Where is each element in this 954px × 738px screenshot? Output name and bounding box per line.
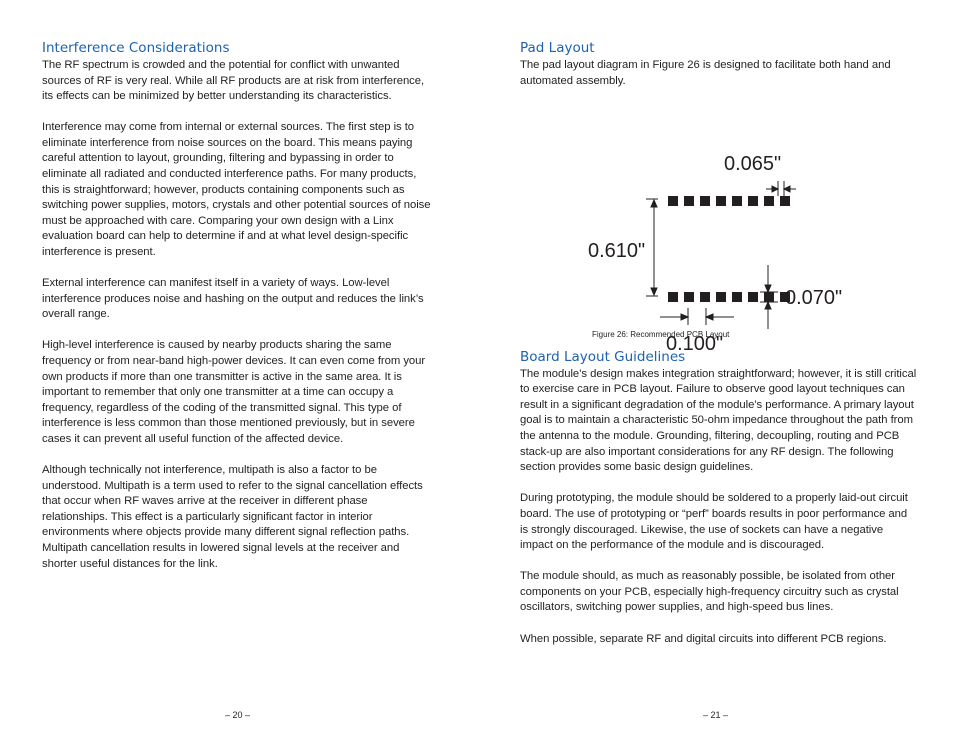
pad-top-8 (780, 196, 790, 206)
pad-bottom-5 (732, 292, 742, 302)
pad-top-3 (700, 196, 710, 206)
board-layout-paragraph-2: During prototyping, the module should be soldered to a properly laid-out circuit board. The use of prototyping or “perf” boards results in poor performance and is strongly discouraged. Likewise, the use of sockets can have a negative impact on the performance of the module and is discouraged. (520, 492, 908, 552)
interference-paragraph-4: High-level interference is caused by nearby products sharing the same frequency or from near-band high-power devices. It can even come from your own products if more than one transmitter is active in the same area. It is important to remember that only one transmitter at a time can occupy a frequency, regardless of the coding of the transmitted signal. This type of interference is less common than those mentioned previously, but in severe cases it can prevent all useful function of the affected device. (42, 339, 426, 445)
pad-bottom-6 (748, 292, 758, 302)
pad-top-4 (716, 196, 726, 206)
interference-paragraph-2: Interference may come from internal or external sources. The first step is to eliminate interference from noise sources on the board. This means paying careful attention to layout, grounding, filtering and bypassing in order to eliminate all radiated and conducted interference paths. For many products, this is straightforward; however, products containing components such as switching power supplies, motors, crystals and other potential sources of noise must be approached with care. Comparing your own design with a Linx evaluation board can help to determine if and at what level design-specific interference is present. (42, 121, 431, 259)
interference-heading: Interference Considerations (42, 40, 230, 56)
pcb-layout-figure (520, 103, 918, 355)
dim-pad-width-label: 0.065" (724, 152, 782, 175)
pad-top-6 (748, 196, 758, 206)
left-page-number: – 20 – (225, 710, 251, 720)
pad-top-1 (668, 196, 678, 206)
dim-row-spacing-label: 0.610" (588, 239, 646, 262)
pad-layout-heading: Pad Layout (520, 40, 595, 56)
dim-pad-height-label: 0.070" (785, 286, 843, 309)
pad-top-5 (732, 196, 742, 206)
figure-caption: Figure 26: Recommended PCB Layout (592, 329, 730, 339)
pad-bottom-7 (764, 292, 774, 302)
interference-paragraph-3: External interference can manifest itself in a variety of ways. Low-level interference produces noise and hashing on the output and reduces the link’s overall range. (42, 277, 424, 321)
left-page-column (42, 40, 436, 588)
pad-top-7 (764, 196, 774, 206)
right-page-column (520, 40, 918, 663)
pad-bottom-4 (716, 292, 726, 302)
interference-paragraph-5: Although technically not interference, multipath is also a factor to be understood. Multipath is a term used to refer to the signal cancellation effects that occur when RF waves arrive at the receiver in different phase relationships. This effect is a particularly significant factor in interior environments where objects provide many different signal reflection paths. Multipath cancellation results in lowered signal levels at the receiver and shorter useful distances for the link. (42, 464, 423, 570)
pcb-dimension-lines (520, 103, 918, 343)
board-layout-paragraph-4: When possible, separate RF and digital circuits into different PCB regions. (520, 632, 887, 645)
pad-top-2 (684, 196, 694, 206)
dim-pad-pitch-label: 0.100" (666, 332, 724, 355)
pad-bottom-3 (700, 292, 710, 302)
pad-layout-paragraph: The pad layout diagram in Figure 26 is designed to facilitate both hand and automated assembly. (520, 59, 891, 87)
board-layout-heading: Board Layout Guidelines (520, 348, 686, 365)
board-layout-paragraph-1: The module’s design makes integration straightforward; however, it is still critical to exercise care in PCB layout. Failure to observe good layout techniques can result in a significant degradation of the module’s performance. A primary layout goal is to maintain a characteristic 50-ohm impedance throughout the path from the antenna to the module. Grounding, filtering, decoupling, routing and PCB stack-up are also important considerations for any RF design. The following section provides some basic design guidelines. (520, 367, 917, 474)
pad-bottom-1 (668, 292, 678, 302)
pad-bottom-2 (684, 292, 694, 302)
board-layout-paragraph-3: The module should, as much as reasonably possible, be isolated from other components on your PCB, especially high-frequency circuitry such as crystal oscillators, switching power supplies, and high-speed bus lines. (520, 570, 899, 614)
interference-paragraph-1: The RF spectrum is crowded and the potential for conflict with unwanted sources of RF is very real. While all RF products are at risk from interference, its effects can be minimized by better understanding its characteristics. (42, 59, 425, 103)
right-page-number: – 21 – (703, 710, 729, 720)
